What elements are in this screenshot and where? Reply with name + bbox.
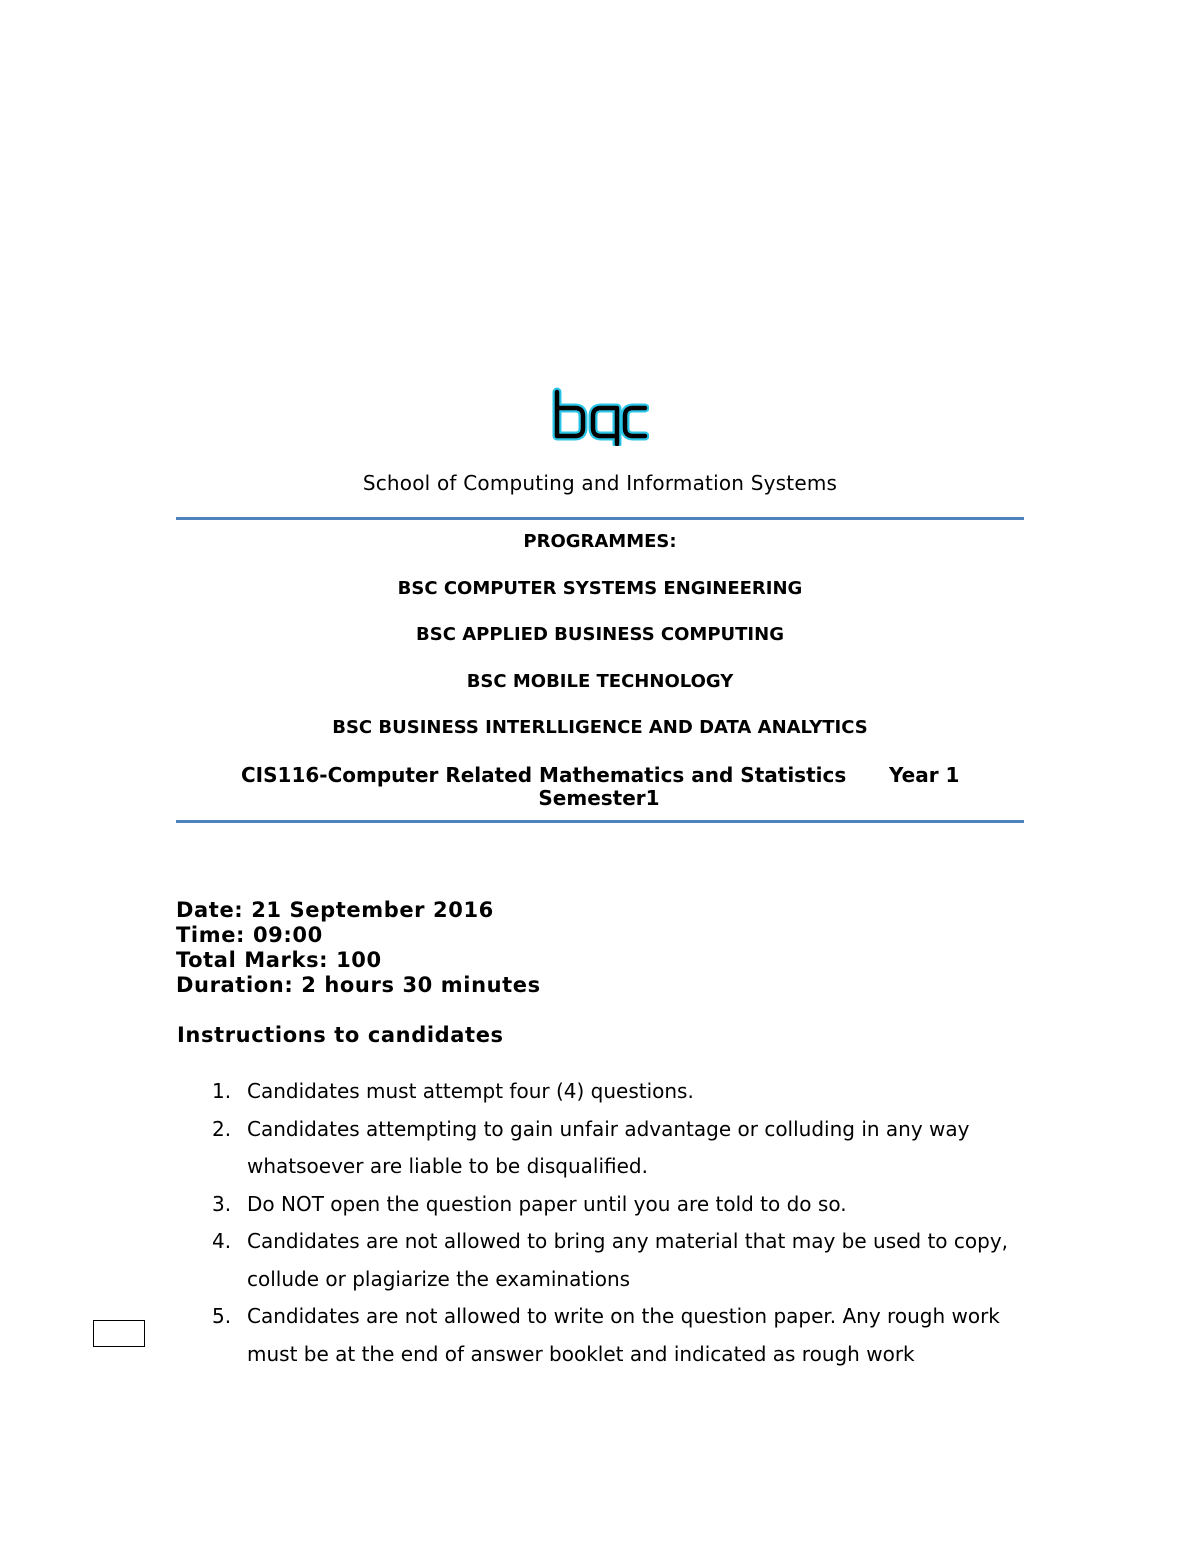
exam-time: Time: 09:00	[176, 923, 323, 947]
school-name: School of Computing and Information Systems	[362, 471, 838, 495]
top-divider	[176, 517, 1024, 520]
course-title: CIS116-Computer Related Mathematics and Statistics	[241, 763, 847, 787]
instructions-list	[210, 1073, 1010, 1373]
exam-duration: Duration: 2 hours 30 minutes	[176, 973, 541, 997]
instruction-item	[210, 1073, 1010, 1111]
instruction-number: 4.	[212, 1229, 232, 1253]
empty-box	[93, 1320, 145, 1347]
course-year: Year 1	[889, 763, 960, 787]
instruction-item	[210, 1111, 1010, 1186]
exam-date: Date: 21 September 2016	[176, 898, 494, 922]
exam-total-marks: Total Marks: 100	[176, 948, 382, 972]
programme-item: BSC APPLIED BUSINESS COMPUTING	[416, 624, 784, 645]
instruction-text: Candidates are not allowed to bring any material that may be used to copy, collude or plagiarize the examinations	[247, 1229, 1009, 1291]
instruction-text: Candidates must attempt four (4) questions.	[247, 1079, 694, 1103]
course-info	[241, 763, 1001, 810]
programme-item: BSC BUSINESS INTERLLIGENCE AND DATA ANALYTICS	[332, 717, 868, 738]
instruction-text: Candidates are not allowed to write on the question paper. Any rough work must be at the end of answer booklet and indicated as rough work	[247, 1304, 1000, 1366]
bottom-divider	[176, 820, 1024, 823]
instruction-text: Do NOT open the question paper until you are told to do so.	[247, 1191, 847, 1216]
instruction-text: Candidates attempting to gain unfair advantage or colluding in any way whatsoever are liable to be disqualified.	[247, 1116, 970, 1178]
instruction-item	[210, 1186, 1010, 1224]
programme-item: BSC MOBILE TECHNOLOGY	[466, 671, 734, 692]
bqc-logo	[549, 386, 649, 446]
exam-details	[176, 898, 541, 998]
programmes-heading: PROGRAMMES:	[523, 531, 677, 552]
instructions-heading: Instructions to candidates	[177, 1023, 504, 1047]
programme-item: BSC COMPUTER SYSTEMS ENGINEERING	[397, 578, 803, 599]
instruction-number: 1.	[212, 1079, 232, 1103]
instruction-number: 2.	[212, 1116, 232, 1141]
instruction-number: 5.	[212, 1304, 232, 1328]
course-semester: Semester1	[538, 786, 660, 810]
instruction-number: 3.	[212, 1191, 232, 1216]
instruction-item	[210, 1298, 1010, 1373]
instruction-item	[210, 1223, 1010, 1298]
